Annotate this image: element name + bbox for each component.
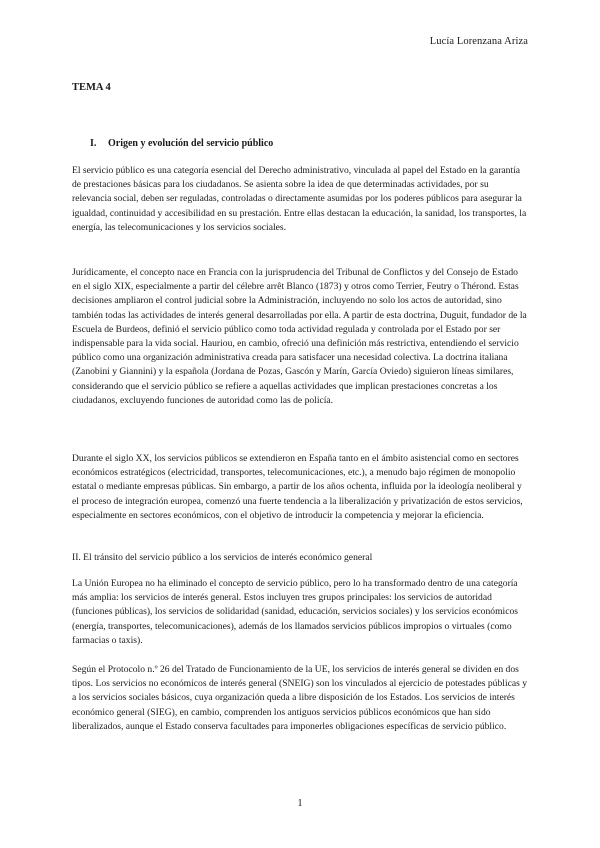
paragraph-5: Según el Protocolo n.º 26 del Tratado de Funcionamiento de la UE, los servicios de interés general se dividen en dos tipos. Los servicios no económicos de interés general (SNEIG) son los vinculados al ejercicio de potestades públicas y a los servicios sociales básicos, cuya organización queda a libre disposición de los Estados. Los servicios de interés económico general (SIEG), en cambio, comprenden los antiguos servicios públicos económicos que han sido liberalizados, aunque el Estado conserva facultades para imponerles obligaciones específicas de servicio público. bbox=[72, 664, 528, 732]
section-heading-text: Origen y evolución del servicio público bbox=[108, 138, 274, 149]
paragraph-4: La Unión Europea no ha eliminado el concepto de servicio público, pero lo ha transformado dentro de una categoría más amplia: los servicios de interés general. Estos incluyen tres grupos principales: los servicios de autoridad (funciones públicas), los servicios de solidaridad (sanidad, educación, servicios sociales) y los servicios económicos (energía, transportes, telecomunicaciones), además de los llamados servicios públicos impropios o virtuales (como farmacias o taxis). bbox=[72, 578, 518, 646]
section-number: I. bbox=[90, 138, 97, 149]
section-heading-2: II. El tránsito del servicio público a los servicios de interés económico general bbox=[72, 552, 373, 563]
topic-title: TEMA 4 bbox=[72, 82, 111, 93]
paragraph-2: Jurídicamente, el concepto nace en Francia con la jurisprudencia del Tribunal de Conflictos y del Consejo de Estado en el siglo XIX, especialmente a partir del célebre arrêt Blanco (1873) y otros como Terrier, Feutry o Thérond. Estas decisiones ampliaron el control judicial sobre la Administración, incluyendo no solo los actos de autoridad, sino también todas las actividades de interés general desarrolladas por ella. A partir de esta doctrina, Duguit, fundador de la Escuela de Burdeos, definió el servicio público como toda actividad regulada y controlada por el Estado por ser indispensable para la vida social. Hauriou, en cambio, ofreció una definición más restrictiva, entendiendo el servicio público como una organización administrativa creada para satisfacer una necesidad colectiva. La doctrina italiana (Zanobini y Giannini) y la española (Jordana de Pozas, Gascón y Marín, García Oviedo) siguieron líneas similares, considerando que el servicio público se refiere a aquellas actividades que implican prestaciones concretas a los ciudadanos, excluyendo funciones de autoridad como las de policía. bbox=[72, 267, 527, 406]
page-number: 1 bbox=[297, 798, 303, 809]
paragraph-3: Durante el siglo XX, los servicios públicos se extendieron en España tanto en el ámbito asistencial como en sectores económicos estratégicos (electricidad, transportes, telecomunicaciones, etc.), a menudo bajo régimen de monopolio estatal o mediante empresas públicas. Sin embargo, a partir de los años ochenta, influida por la ideología neoliberal y el proceso de integración europea, comenzó una fuerte tendencia a la liberalización y privatización de estos servicios, especialmente en sectores económicos, con el objetivo de introducir la competencia y mejorar la eficiencia. bbox=[72, 453, 523, 521]
author-header: Lucía Lorenzana Ariza bbox=[429, 36, 528, 47]
section-heading-1 bbox=[90, 138, 273, 149]
paragraph-1: El servicio público es una categoría esencial del Derecho administrativo, vinculada al papel del Estado en la garantía de prestaciones básicas para los ciudadanos. Se asienta sobre la idea de que determinadas actividades, por su relevancia social, deben ser reguladas, controladas o directamente asumidas por los poderes públicos para asegurar la igualdad, continuidad y accesibilidad en su prestación. Entre ellas destacan la educación, la sanidad, los transportes, la energía, las telecomunicaciones y los servicios sociales. bbox=[72, 165, 527, 233]
